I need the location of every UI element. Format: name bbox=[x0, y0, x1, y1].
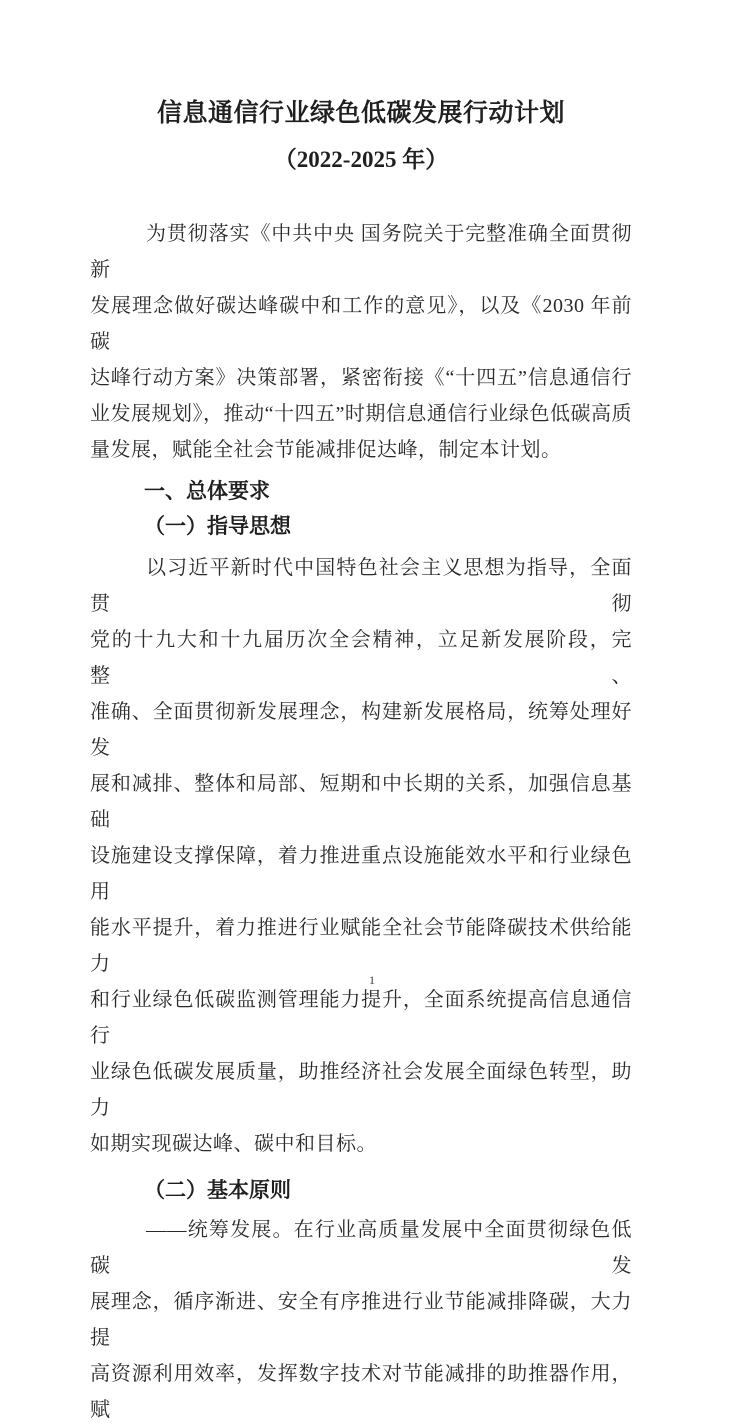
text-line: 设施建设支撑保障，着力推进重点设施能效水平和行业绿色用 bbox=[90, 845, 632, 903]
page-content bbox=[90, 0, 632, 1428]
text-line: 发展理念做好碳达峰碳中和工作的意见》，以及《2030 年前碳 bbox=[90, 295, 632, 353]
text-line: 以习近平新时代中国特色社会主义思想为指导，全面贯彻 bbox=[90, 557, 632, 615]
text-line: 能水平提升，着力推进行业赋能全社会节能降碳技术供给能力 bbox=[90, 917, 632, 975]
heading-guiding-ideology: （一）指导思想 bbox=[144, 514, 291, 538]
text-line: 高资源利用效率，发挥数字技术对节能减排的助推器作用，赋 bbox=[90, 1363, 632, 1421]
document-subtitle: （2022-2025 年） bbox=[273, 147, 449, 172]
page-number: 1 bbox=[369, 973, 375, 987]
heading-overall-requirements: 一、总体要求 bbox=[144, 480, 270, 503]
text-line: 达峰行动方案》决策部署，紧密衔接《“十四五”信息通信行 bbox=[90, 367, 632, 389]
text-line: 量发展，赋能全社会节能减排促达峰，制定本计划。 bbox=[90, 439, 562, 461]
paragraph-guiding-ideology bbox=[90, 550, 632, 1162]
text-line: 党的十九大和十九届历次全会精神，立足新发展阶段，完整、 bbox=[90, 629, 632, 687]
paragraph-intro bbox=[90, 216, 632, 468]
text-line: 展和减排、整体和局部、短期和中长期的关系，加强信息基础 bbox=[90, 773, 632, 831]
text-line: ——统筹发展。在行业高质量发展中全面贯彻绿色低碳发 bbox=[90, 1219, 632, 1277]
text-line: 准确、全面贯彻新发展理念，构建新发展格局，统筹处理好发 bbox=[90, 701, 632, 759]
document-title: 信息通信行业绿色低碳发展行动计划 bbox=[156, 100, 565, 127]
text-line: 为贯彻落实《中共中央 国务院关于完整准确全面贯彻新 bbox=[90, 223, 632, 281]
text-line: 业发展规划》，推动“十四五”时期信息通信行业绿色低碳高质 bbox=[90, 403, 632, 425]
text-line: 和行业绿色低碳监测管理能力提升，全面系统提高信息通信行 bbox=[90, 989, 632, 1047]
paragraph-basic-principles bbox=[90, 1212, 632, 1428]
text-line: 如期实现碳达峰、碳中和目标。 bbox=[90, 1133, 377, 1155]
text-line: 业绿色低碳发展质量，助推经济社会发展全面绿色转型，助力 bbox=[90, 1061, 632, 1119]
heading-basic-principles: （二）基本原则 bbox=[144, 1178, 291, 1202]
text-line: 展理念，循序渐进、安全有序推进行业节能减排降碳，大力提 bbox=[90, 1291, 632, 1349]
